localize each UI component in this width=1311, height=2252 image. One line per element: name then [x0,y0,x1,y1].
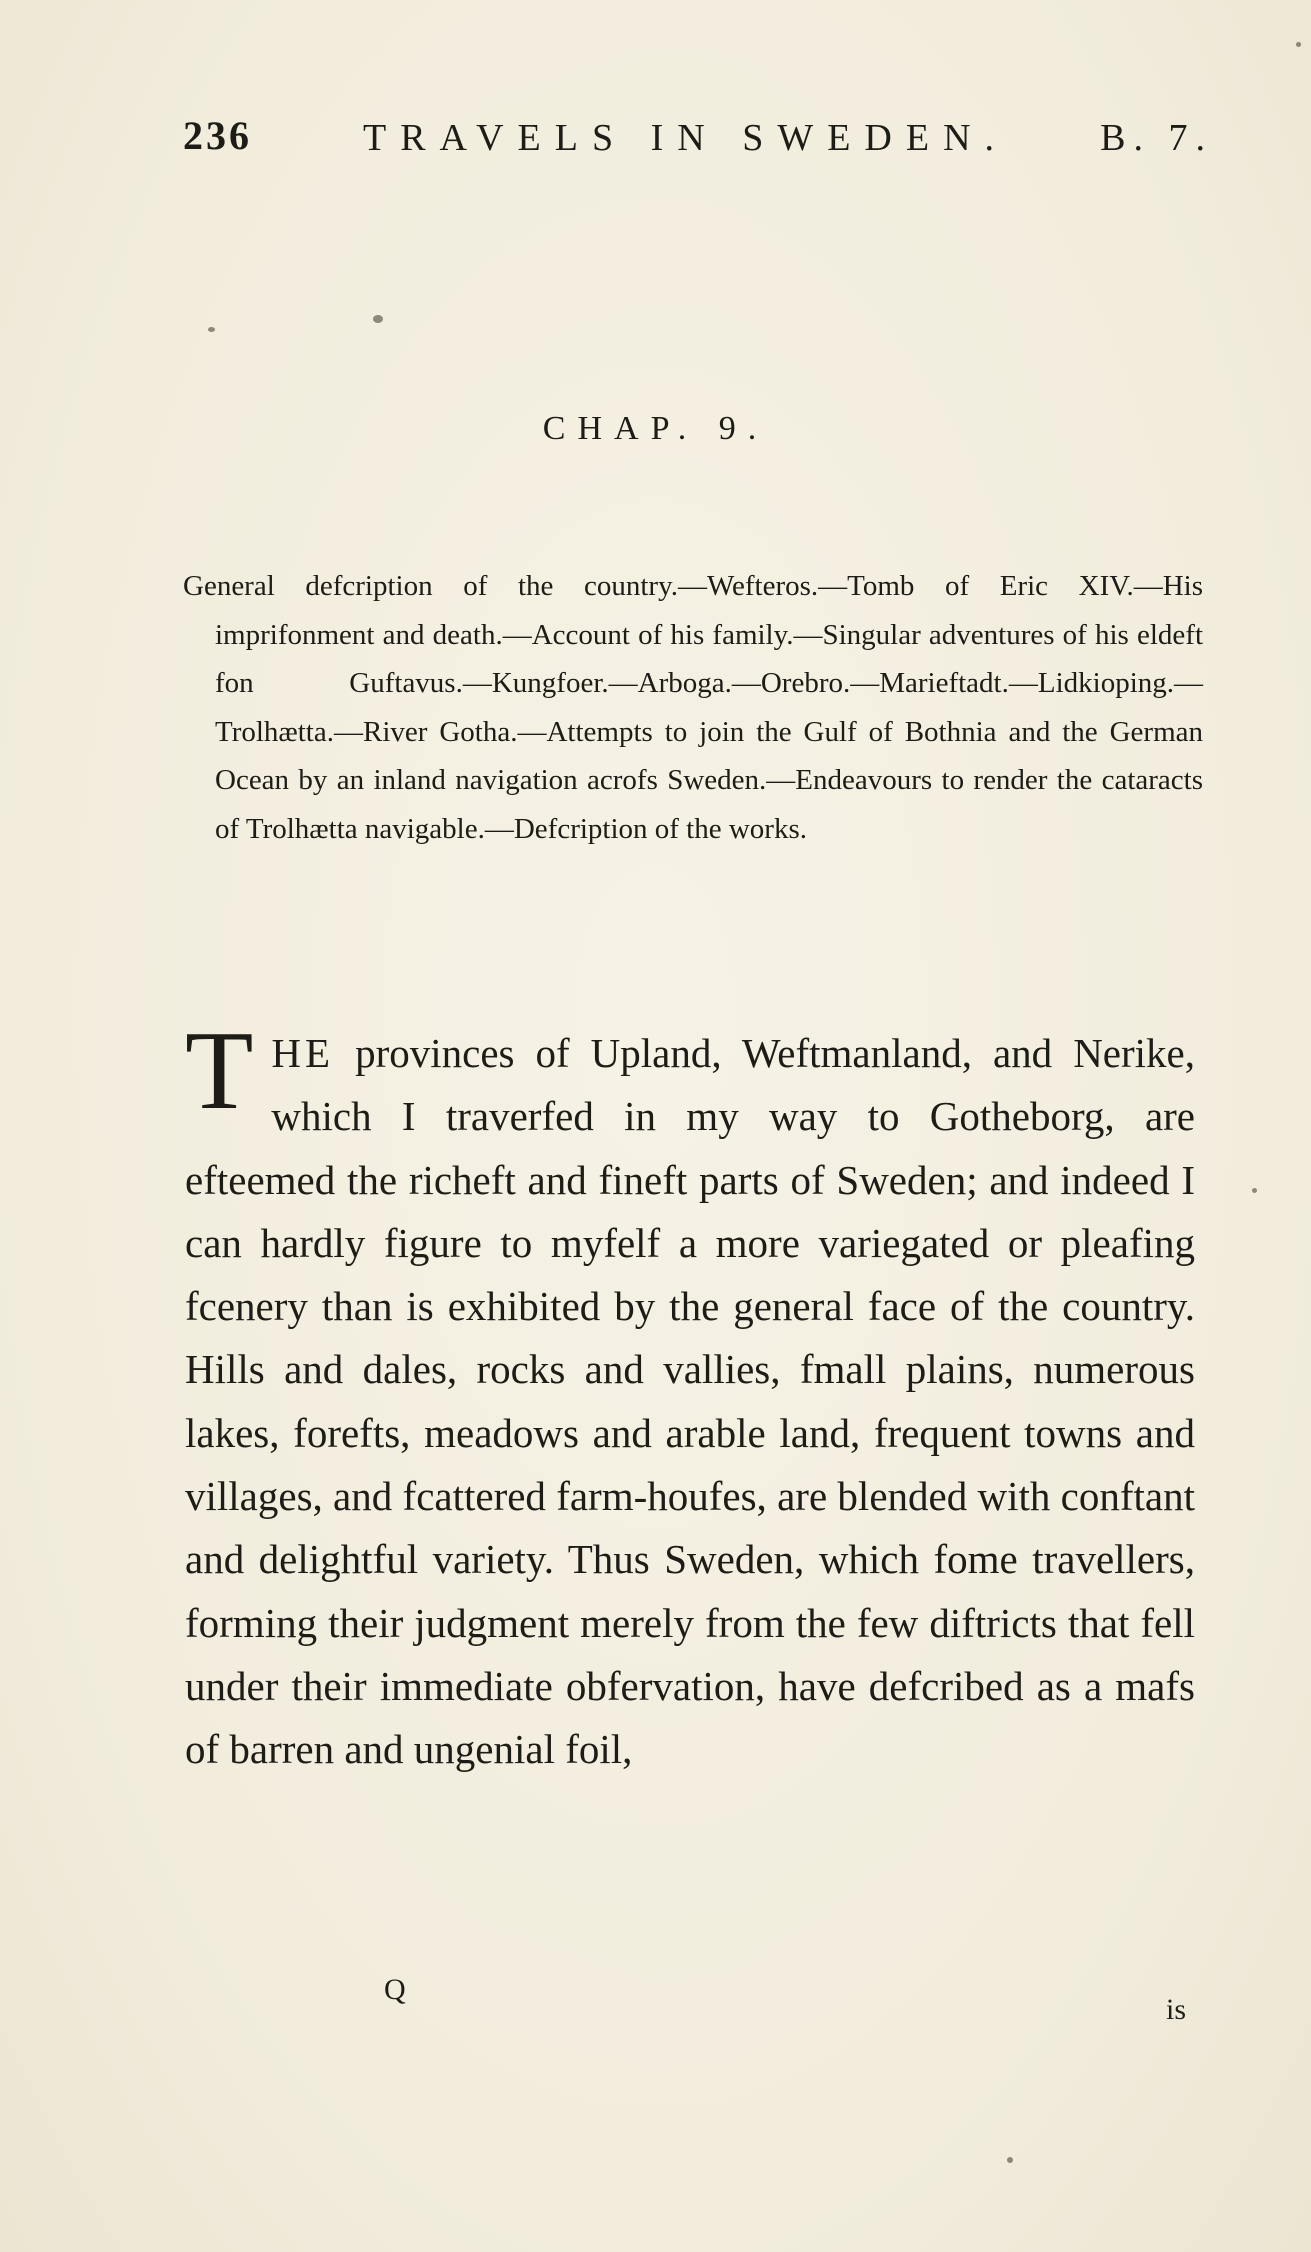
book-number: B. 7. [1100,117,1213,159]
paper-speck [1007,2157,1013,2163]
chapter-heading: CHAP. 9. [542,410,769,447]
page-number: 236 [183,113,252,158]
body-text: provinces of Upland, Weftmanland, and Nerike, which I traverfed in my way to Gotheborg, are efteemed the richeft and fineft parts of Sweden; and indeed I can hardly figure to myfelf a more variegated or pleafing fcenery than is exhibited by the general face of the country. Hills and dales, rocks and vallies, fmall plains, numerous lakes, forefts, meadows and arable land, frequent towns and villages, and fcattered farm-houfes, are blended with conftant and delightful variety. Thus Sweden, which fome travellers, forming their judgment merely from the few diftricts that fell under their immediate obfervation, have defcribed as a mafs of barren and ungenial foil, [185,1030,1195,1773]
catchword: is [1166,1993,1187,2026]
paper-speck [1252,1188,1257,1193]
running-head [183,112,1213,162]
chapter-summary: General defcription of the country.—Wefteros.—Tomb of Eric XIV.—His imprifonment and death.—Account of his family.—Singular adventures of his eldeft fon Guftavus.—Kungfoer.—Arboga.—Orebro.—Marieftadt.—Lidkioping.—Trolhætta.—River Gotha.—Attempts to join the Gulf of Bothnia and the German Ocean by an inland navigation acrofs Sweden.—Endeavours to render the cataracts of Trolhætta navigable.—Defcription of the works. [183,570,1203,845]
paper-speck [373,315,383,323]
first-word-rest: HE [271,1030,335,1076]
paper-speck [1296,42,1301,47]
page-footer [0,1973,1311,2033]
paper-speck [208,327,215,332]
running-title: TRAVELS IN SWEDEN. [363,117,1009,159]
body-paragraph [185,1009,1195,1782]
drop-cap: T [185,1009,254,1133]
signature-mark: Q [384,1973,406,2006]
